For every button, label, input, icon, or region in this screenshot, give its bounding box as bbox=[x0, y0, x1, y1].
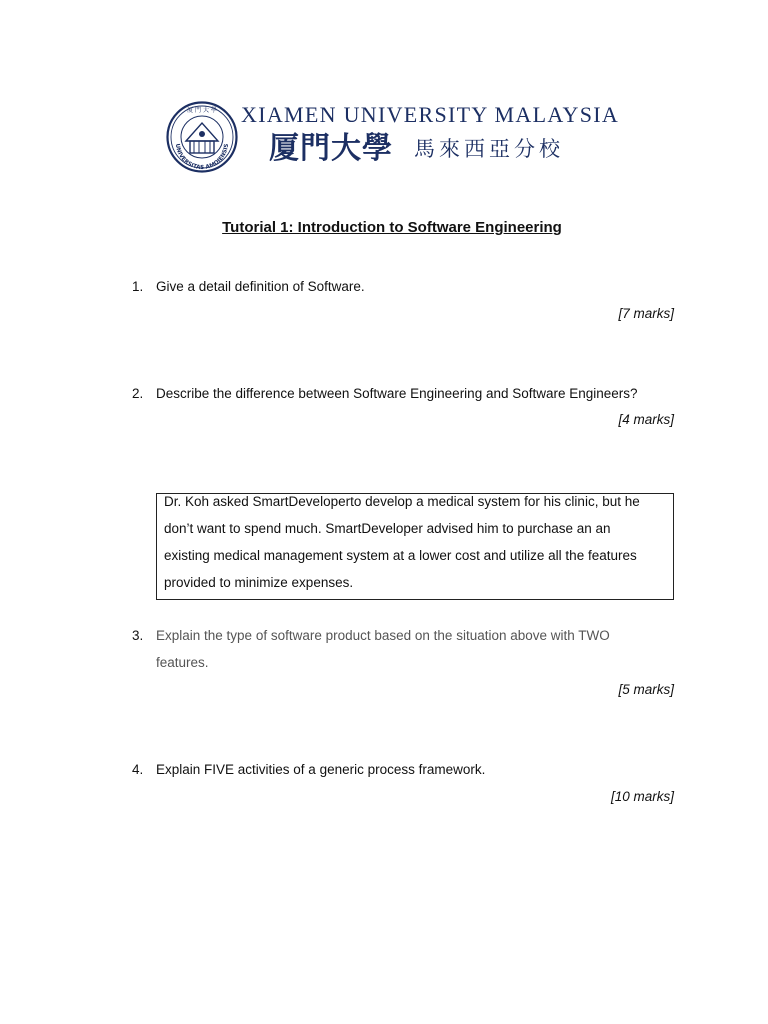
seal-motto-text: UNIVERSITAS AMOIENSIS bbox=[173, 143, 231, 172]
university-seal-logo bbox=[166, 101, 238, 173]
question-4-number: 4. bbox=[132, 762, 144, 777]
question-2-text: Describe the difference between Software Engineering and Software Engineers? bbox=[156, 386, 638, 401]
question-1-text: Give a detail definition of Software. bbox=[156, 279, 365, 294]
scenario-line: provided to minimize expenses. bbox=[164, 575, 354, 590]
tutorial-title: Tutorial 1: Introduction to Software Engineering bbox=[222, 219, 562, 236]
university-name-english: XIAMEN UNIVERSITY MALAYSIA bbox=[241, 102, 620, 127]
scenario-line: don’t want to spend much. SmartDeveloper advised him to purchase an an bbox=[164, 521, 611, 536]
question-1-number: 1. bbox=[132, 279, 144, 294]
question-1-marks: [7 marks] bbox=[618, 306, 674, 321]
question-2-marks: [4 marks] bbox=[618, 412, 674, 427]
university-name-chinese: 厦門大學 bbox=[269, 131, 393, 166]
question-4-marks: [10 marks] bbox=[610, 789, 674, 804]
scenario-line: existing medical management system at a lower cost and utilize all the features bbox=[164, 548, 637, 563]
question-3-text-line-2: features. bbox=[156, 655, 209, 670]
scenario-line: Dr. Koh asked SmartDeveloperto develop a medical system for his clinic, but he bbox=[164, 494, 640, 509]
question-2-number: 2. bbox=[132, 386, 144, 401]
question-3-number: 3. bbox=[132, 628, 144, 643]
university-header bbox=[166, 100, 626, 174]
question-3-marks: [5 marks] bbox=[618, 682, 674, 697]
question-4-text: Explain FIVE activities of a generic process framework. bbox=[156, 762, 486, 777]
university-name-chinese-branch: 馬來西亞分校 bbox=[414, 137, 564, 161]
scenario-box bbox=[156, 493, 674, 600]
svg-text:厦 門 大 學: 厦 門 大 學 bbox=[187, 107, 217, 114]
question-3-text-line-1: Explain the type of software product based on the situation above with TWO bbox=[156, 628, 610, 643]
